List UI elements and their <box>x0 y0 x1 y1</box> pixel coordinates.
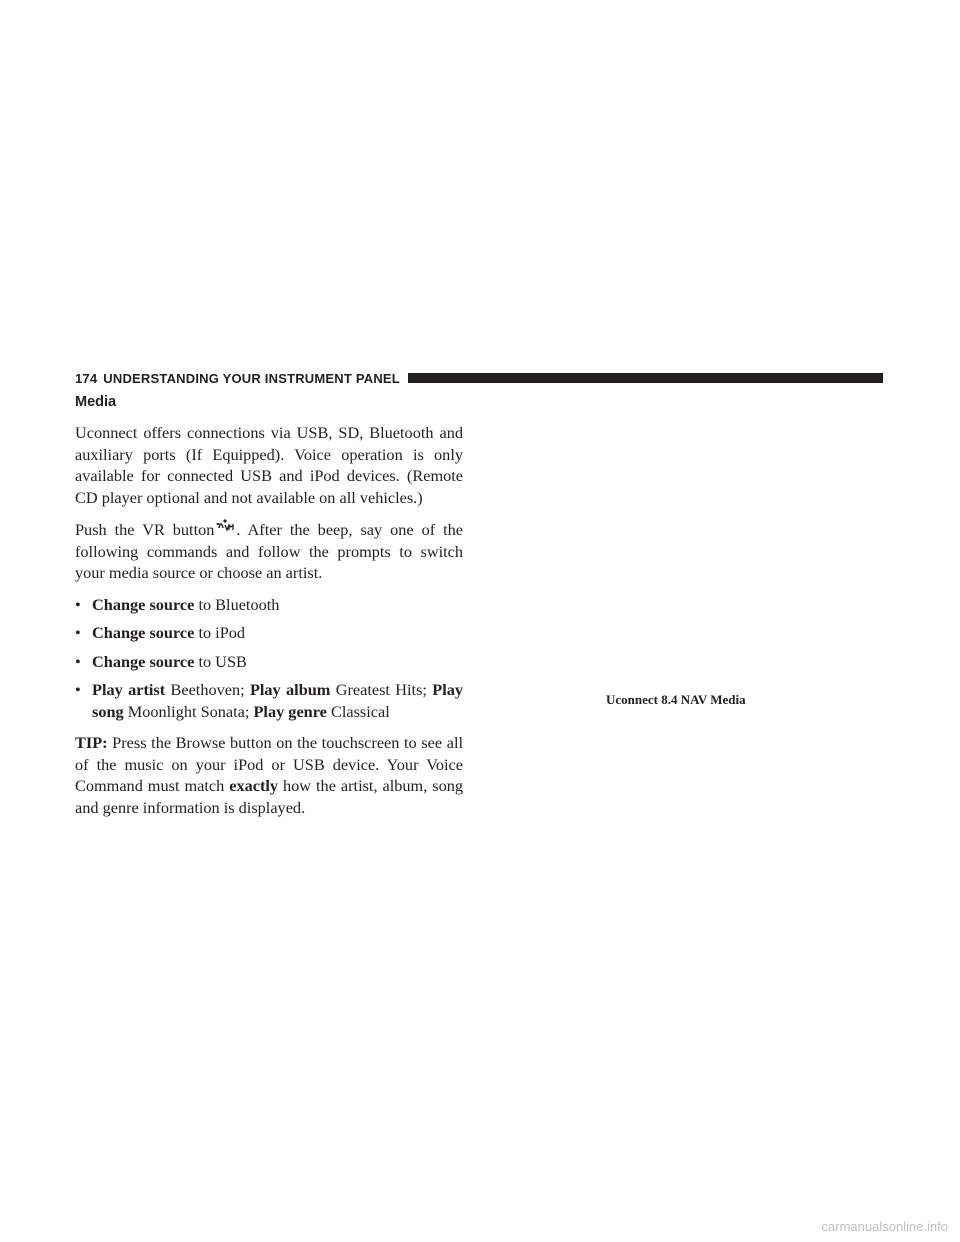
header-text <box>75 371 400 386</box>
page-number: 174 <box>75 370 98 386</box>
list-item <box>75 594 463 616</box>
command-bold: Play song <box>92 680 463 721</box>
voice-recognition-icon <box>214 518 236 532</box>
command-list <box>75 594 463 723</box>
command-bold: Change source <box>92 651 195 671</box>
tip-label: TIP: <box>75 733 108 752</box>
figure-caption: Uconnect 8.4 NAV Media <box>606 692 746 707</box>
tip-text: Press the Browse button on the touchscreen to see all of the music on your iPod or USB device. Your Voice Command must match <box>75 733 463 795</box>
header-rule <box>408 373 883 383</box>
command-bold: Play genre <box>253 701 327 721</box>
intro-paragraph: Uconnect offers connections via USB, SD, Bluetooth and auxiliary ports (If Equipped). Voice operation is only available for connected USB and iPod devices. (Remote CD player optional and not available on all vehicles.) <box>75 423 463 507</box>
vr-text-before: Push the VR button <box>75 520 215 539</box>
command-text: to iPod <box>194 623 246 642</box>
list-item <box>75 651 463 673</box>
list-item <box>75 622 463 644</box>
command-bold: Play album <box>249 680 331 699</box>
watermark: carmanualsonline.info <box>821 1219 948 1234</box>
bullet: • <box>75 623 81 642</box>
command-text: Classical <box>326 701 390 721</box>
bullet: • <box>75 680 81 699</box>
command-text: Moonlight Sonata; <box>123 701 254 721</box>
command-text: Beethoven; <box>165 680 250 699</box>
command-bold: Play artist <box>92 680 166 699</box>
text-column <box>75 392 463 828</box>
vr-paragraph <box>75 518 463 584</box>
page-header <box>75 370 883 386</box>
tip-text-end: how the artist, album, song and genre information is displayed. <box>75 776 463 817</box>
bullet: • <box>75 594 81 614</box>
command-bold: Change source <box>92 594 195 614</box>
command-text: to Bluetooth <box>194 594 280 614</box>
vr-text-after: . After the beep, say one of the following commands and follow the prompts to switch your media source or choose an artist. <box>75 520 463 582</box>
command-text: to USB <box>194 651 247 671</box>
section-title-header: UNDERSTANDING YOUR INSTRUMENT PANEL <box>103 370 400 386</box>
command-text: Greatest Hits; <box>330 680 433 699</box>
section-heading: Media <box>75 394 117 410</box>
tip-emphasis: exactly <box>229 776 279 795</box>
command-bold: Change source <box>92 623 195 642</box>
bullet: • <box>75 651 81 671</box>
tip-paragraph <box>75 732 463 818</box>
list-item <box>75 679 463 722</box>
